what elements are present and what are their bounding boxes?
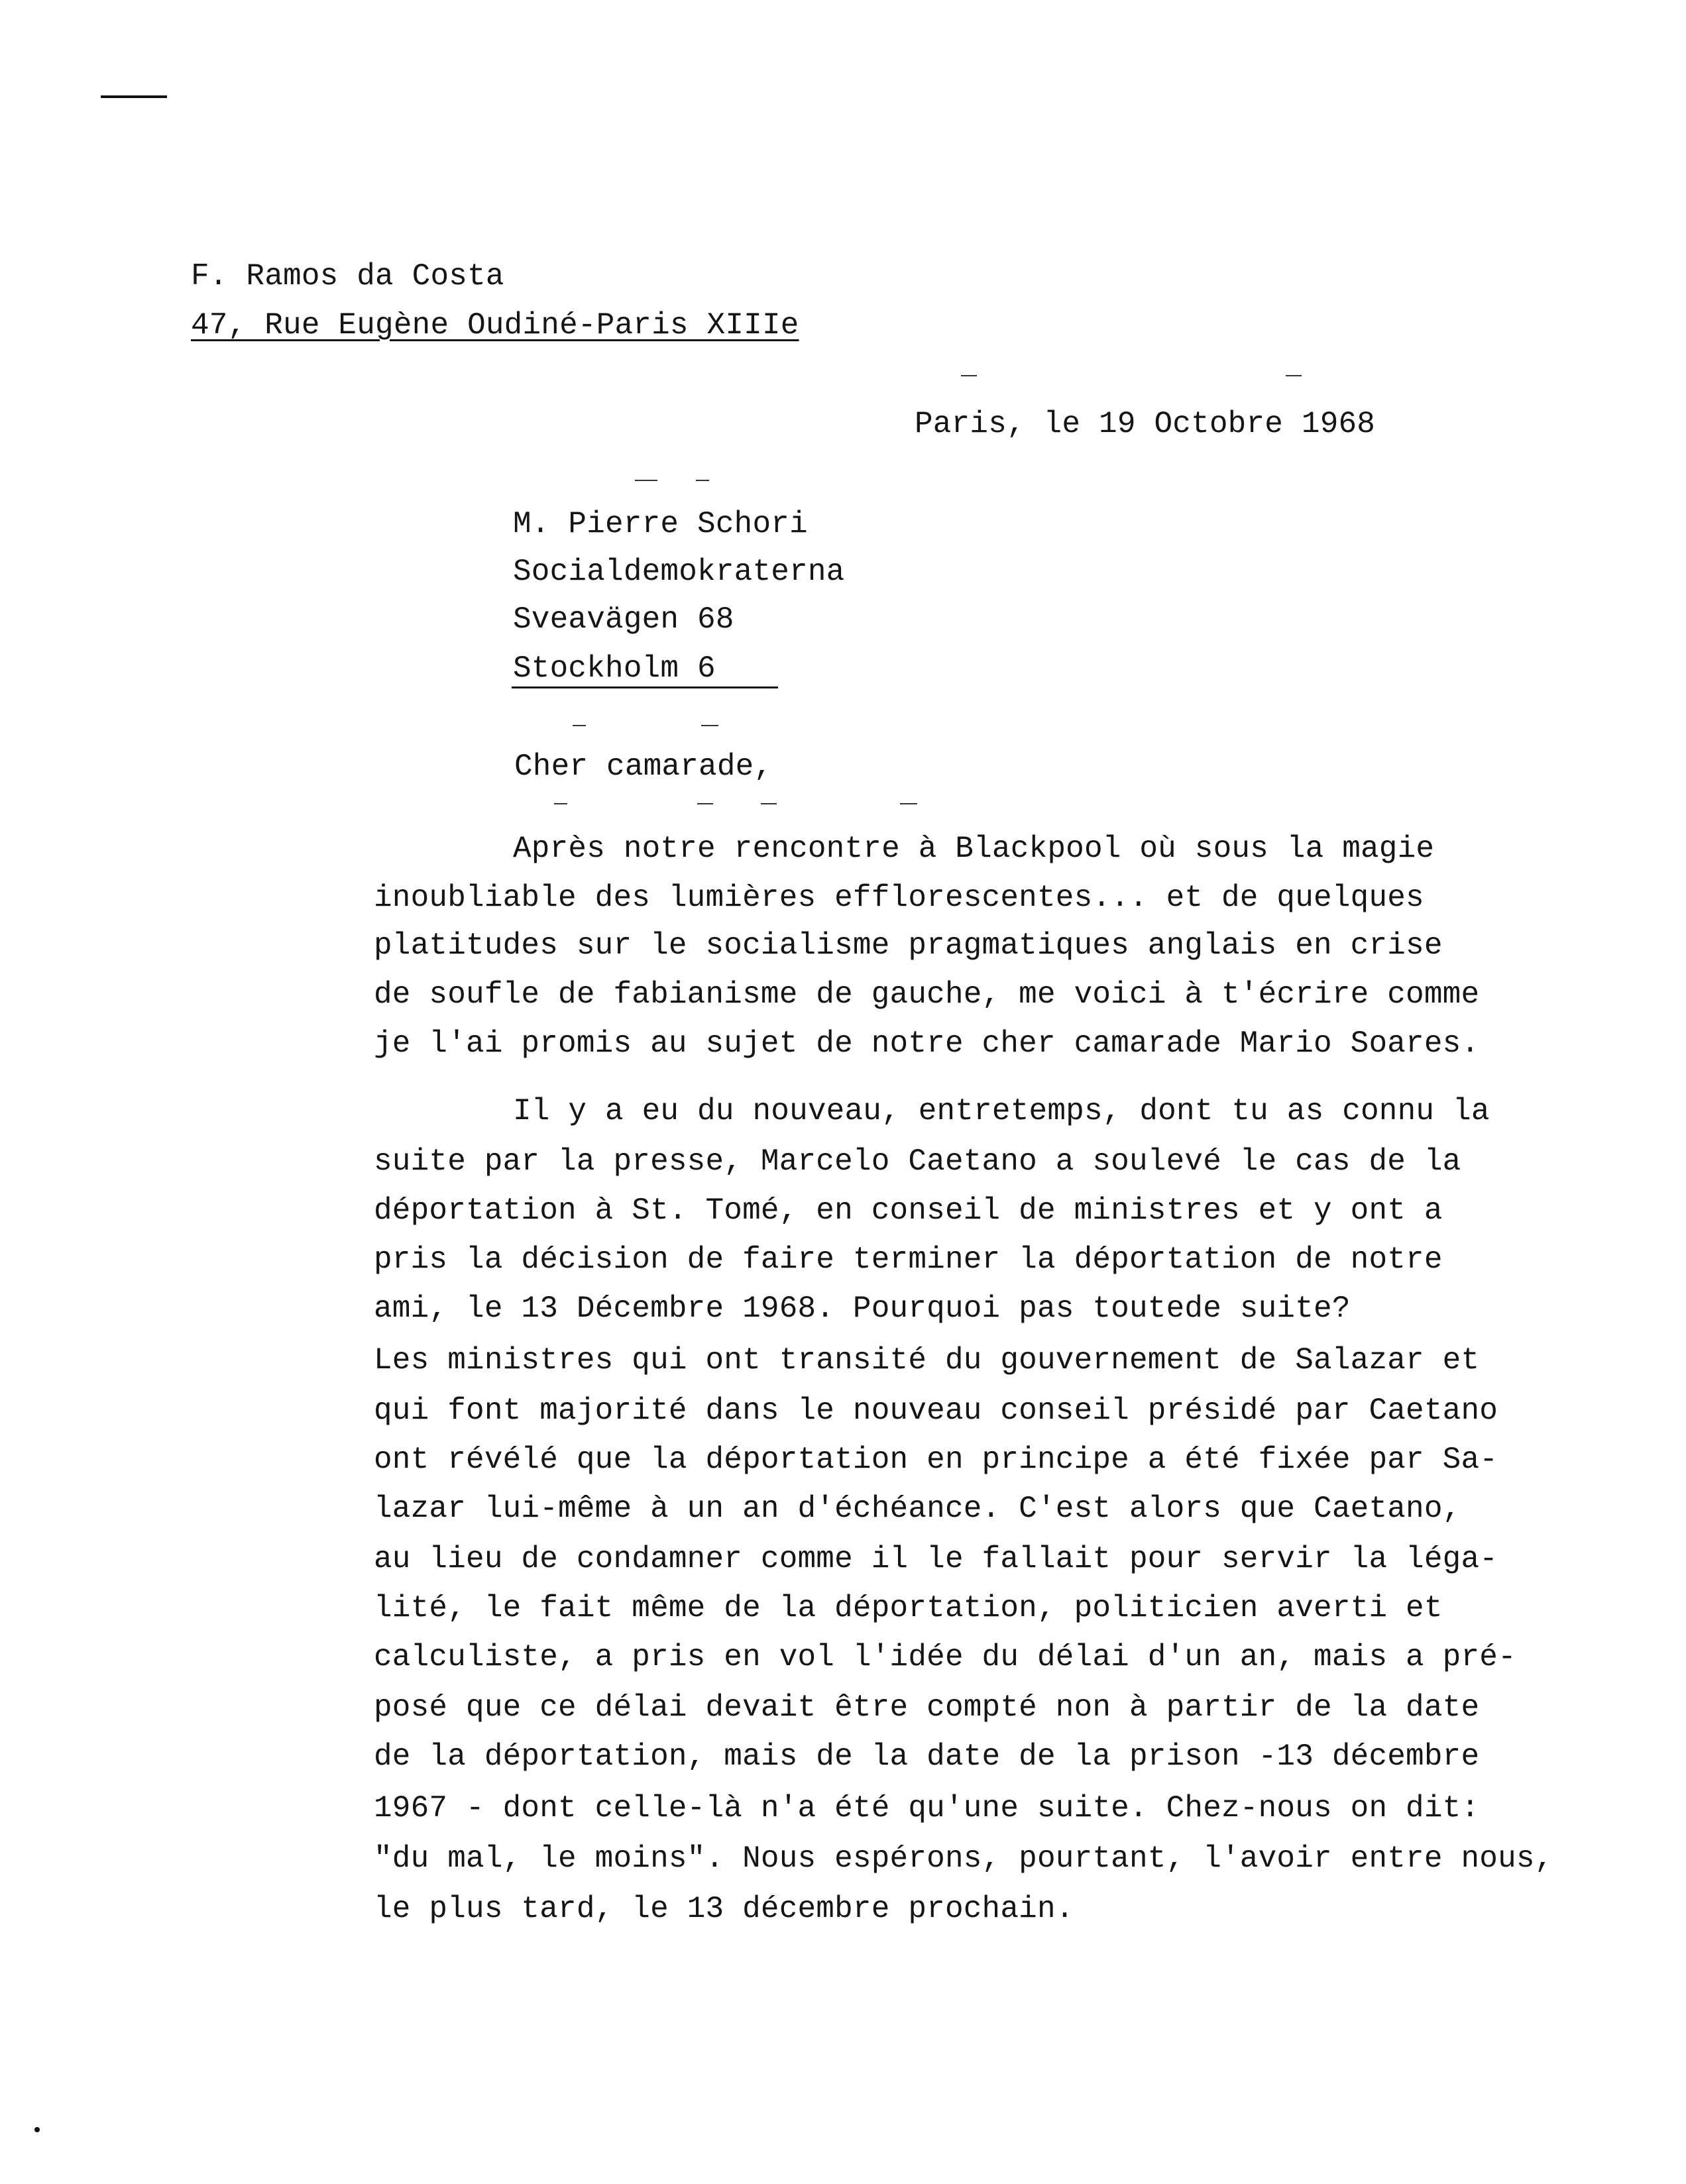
- letter-date: Paris, le 19 Octobre 1968: [915, 407, 1376, 441]
- ink-speck: [900, 803, 917, 804]
- paragraph-2-line: au lieu de condamner comme il le fallait pour servir la léga-: [374, 1542, 1498, 1576]
- paragraph-2-line: posé que ce délai devait être compté non à partir de la date: [374, 1690, 1480, 1725]
- paragraph-2-line: de la déportation, mais de la date de la prison -13 décembre: [374, 1739, 1480, 1774]
- sender-name: F. Ramos da Costa: [191, 259, 504, 294]
- salutation: Cher camarade,: [514, 749, 773, 784]
- paragraph-2-line: déportation à St. Tomé, en conseil de ministres et y ont a: [374, 1193, 1443, 1228]
- paragraph-1-line: je l'ai promis au sujet de notre cher camarade Mario Soares.: [374, 1026, 1480, 1061]
- paragraph-1-line: platitudes sur le socialisme pragmatiques anglais en crise: [374, 928, 1443, 963]
- corner-ink-mark: [101, 95, 167, 98]
- ink-speck: [761, 803, 777, 804]
- ink-speck: [635, 480, 657, 481]
- paragraph-1-first-line: Après notre rencontre à Blackpool où sous la magie: [513, 832, 1435, 866]
- ink-speck: [573, 725, 586, 726]
- ink-speck: [696, 480, 709, 481]
- paragraph-2-line: qui font majorité dans le nouveau conseil présidé par Caetano: [374, 1393, 1498, 1428]
- paragraph-2-line: Les ministres qui ont transité du gouvernement de Salazar et: [374, 1343, 1480, 1378]
- ink-speck: [961, 375, 977, 376]
- recipient-name: M. Pierre Schori: [513, 507, 808, 541]
- paragraph-2-line: calculiste, a pris en vol l'idée du délai d'un an, mais a pré-: [374, 1640, 1516, 1674]
- recipient-street: Sveavägen 68: [513, 602, 734, 637]
- ink-speck: [697, 803, 713, 804]
- paragraph-2-line: ont révélé que la déportation en principe a été fixée par Sa-: [374, 1443, 1498, 1477]
- sender-address: 47, Rue Eugène Oudiné-Paris XIIIe: [191, 308, 799, 343]
- recipient-city-underline: [512, 686, 778, 688]
- paragraph-2-line: pris la décision de faire terminer la déportation de notre: [374, 1242, 1443, 1277]
- paragraph-1-line: de soufle de fabianisme de gauche, me voici à t'écrire comme: [374, 977, 1480, 1012]
- ink-speck: [701, 725, 718, 726]
- paragraph-2-line: suite par la presse, Marcelo Caetano a soulevé le cas de la: [374, 1144, 1461, 1179]
- recipient-organization: Socialdemokraterna: [513, 555, 845, 589]
- paragraph-2-line: lazar lui-même à un an d'échéance. C'est alors que Caetano,: [374, 1492, 1461, 1526]
- corner-ink-mark: [34, 2127, 40, 2132]
- paragraph-2-line: 1967 - dont celle-là n'a été qu'une suite. Chez-nous on dit:: [374, 1791, 1480, 1826]
- paragraph-2-line: "du mal, le moins". Nous espérons, pourtant, l'avoir entre nous,: [374, 1841, 1553, 1876]
- paragraph-2-line: ami, le 13 Décembre 1968. Pourquoi pas toutede suite?: [374, 1291, 1351, 1326]
- paragraph-1-line: inoubliable des lumières efflorescentes... et de quelques: [374, 881, 1424, 915]
- paragraph-2-line: le plus tard, le 13 décembre prochain.: [374, 1892, 1074, 1926]
- paragraph-2-line: lité, le fait même de la déportation, politicien averti et: [374, 1591, 1443, 1625]
- ink-speck: [1286, 375, 1302, 376]
- recipient-city: Stockholm 6: [513, 651, 716, 686]
- ink-speck: [554, 803, 567, 804]
- paragraph-2-first-line: Il y a eu du nouveau, entretemps, dont tu as connu la: [513, 1094, 1490, 1128]
